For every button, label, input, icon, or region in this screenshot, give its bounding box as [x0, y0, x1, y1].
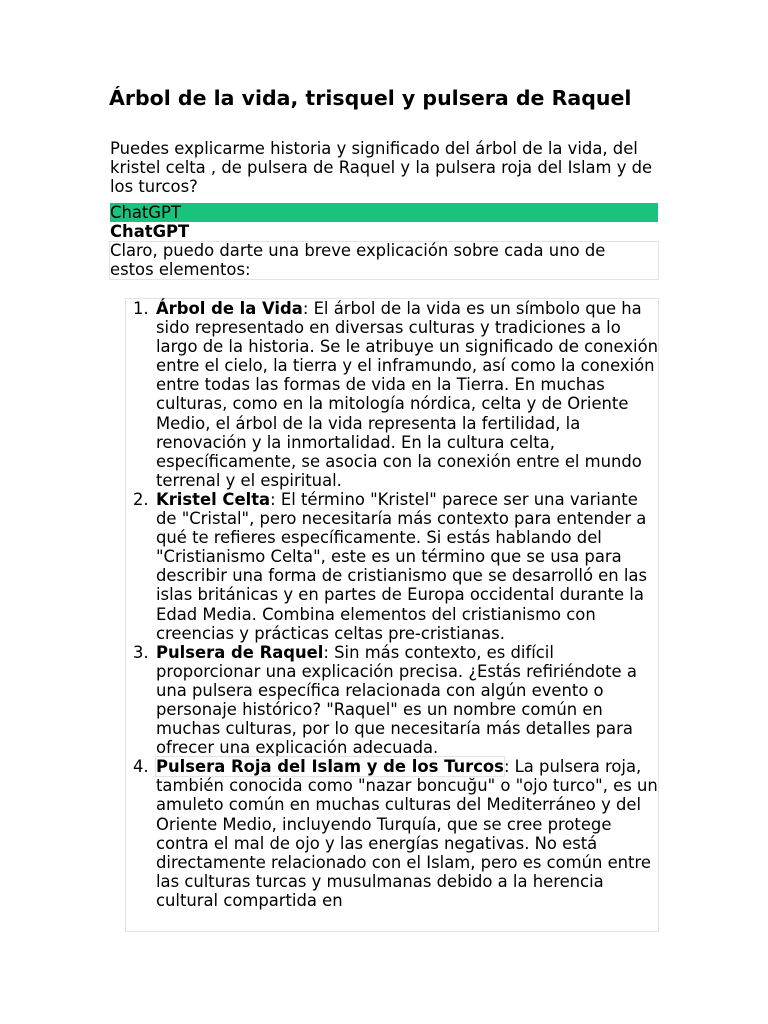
list-item: [126, 643, 660, 758]
item-term: Pulsera de Raquel: [156, 642, 324, 662]
page-title: Árbol de la vida, trisquel y pulsera de Raquel: [109, 86, 632, 110]
source-heading: ChatGPT: [110, 222, 190, 241]
list-item: [126, 757, 660, 910]
item-text: : El árbol de la vida es un símbolo que ha sido representado en diversas culturas y tradiciones a lo largo de la historia. Se le atribuye un significado de conexión entre el cielo, la tierra y el inframundo, así como la conexión entre todas las formas de vida en la Tierra. En muchas culturas, como en la mitología nórdica, celta y de Oriente Medio, el árbol de la vida representa la fertilidad, la renovación y la inmortalidad. En la cultura celta, específicamente, se asocia con la conexión entre el mundo terrenal y el espiritual.: [156, 299, 659, 490]
item-number: 2.: [133, 489, 149, 509]
item-term: Árbol de la Vida: [156, 299, 303, 318]
list-item: [126, 490, 660, 643]
source-label-bar: ChatGPT: [110, 203, 658, 222]
item-term: Kristel Celta: [156, 489, 271, 509]
item-text: : Sin más contexto, es difícil proporcionar una explicación precisa. ¿Estás refiriéndote a una pulsera específica relacionada con algún evento o personaje histórico? "Raquel" es un nombre común en muchas culturas, por lo que necesitaría más detalles para ofrecer una explicación adecuada.: [156, 642, 637, 758]
answer-list: [126, 299, 660, 910]
item-number: 1.: [133, 299, 149, 318]
intro-text: Claro, puedo darte una breve explicación sobre cada uno de estos elementos:: [110, 241, 606, 279]
item-text: : La pulsera roja, también conocida como "nazar boncuğu" o "ojo turco", es un amuleto común en muchas culturas del Mediterráneo y del Oriente Medio, incluyendo Turquía, que se cree protege contra el mal de ojo y las energías negativas. No está directamente relacionado con el Islam, pero es común entre las culturas turcas y musulmanas debido a la herencia cultural compartida en: [156, 757, 658, 910]
item-number: 4.: [133, 757, 149, 777]
item-term: Pulsera Roja del Islam y de los Turcos: [156, 757, 504, 777]
list-item: [126, 299, 660, 490]
question-text: Puedes explicarme historia y significado del árbol de la vida, del kristel celta , de pulsera de Raquel y la pulsera roja del Islam y de los turcos?: [110, 139, 653, 196]
item-text: : El término "Kristel" parece ser una variante de "Cristal", pero necesitaría más contexto para entender a qué te refieres específicamente. Si estás hablando del "Cristianismo Celta", este es un término que se usa para describir una forma de cristianismo que se desarrolló en las islas británicas y en partes de Europa occidental durante la Edad Media. Combina elementos del cristianismo con creencias y prácticas celtas pre-cristianas.: [156, 489, 648, 643]
item-number: 3.: [133, 642, 149, 662]
